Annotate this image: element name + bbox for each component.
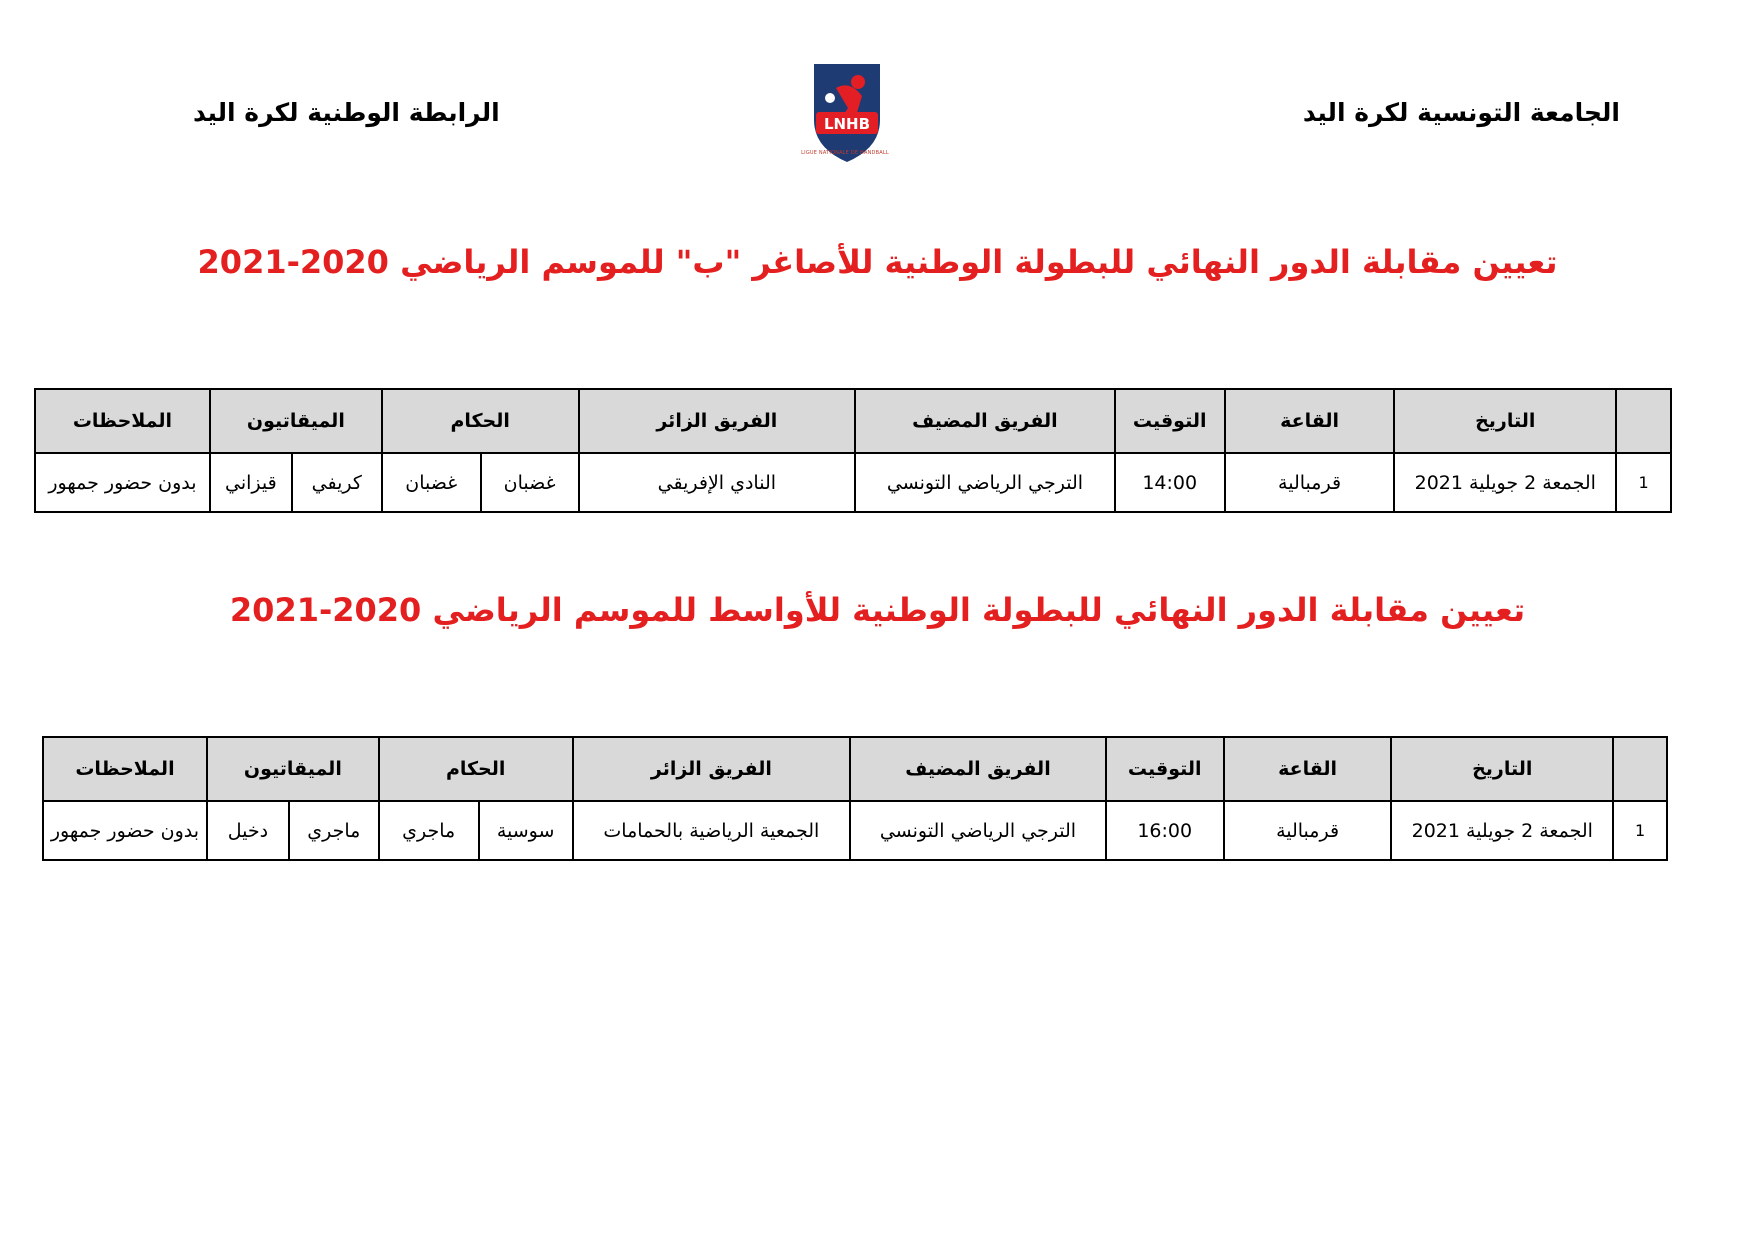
section-title-cadets: تعيين مقابلة الدور النهائي للبطولة الوطنية للأصاغر "ب" للموسم الرياضي 2020-2021 [197,243,1558,281]
header-date: التاريخ [1394,389,1616,453]
match-referee-1: سوسية [479,801,573,860]
header-home: الفريق المضيف [855,389,1115,453]
federation-name: الجامعة التونسية لكرة اليد [1302,98,1620,127]
table-row [35,453,1671,512]
header-number [1613,737,1667,801]
match-away: النادي الإفريقي [579,453,856,512]
match-notes: بدون حضور جمهور [35,453,210,512]
header-referees: الحكام [382,389,579,453]
header-number [1616,389,1671,453]
header-hall: القاعة [1225,389,1395,453]
match-notes: بدون حضور جمهور [43,801,207,860]
header-hall: القاعة [1224,737,1392,801]
header-timekeepers: الميقاتيون [207,737,379,801]
header-notes: الملاحظات [43,737,207,801]
table-header-row [35,389,1671,453]
table-row [43,801,1667,860]
header-home: الفريق المضيف [850,737,1106,801]
match-home: الترجي الرياضي التونسي [855,453,1115,512]
match-hall: قرمبالية [1224,801,1392,860]
match-referee-1: غضبان [481,453,579,512]
schedule-table-juniors [42,736,1668,861]
schedule-table-cadets [34,388,1672,513]
header-notes: الملاحظات [35,389,210,453]
match-number: 1 [1613,801,1667,860]
match-referee-2: غضبان [382,453,481,512]
match-number: 1 [1616,453,1671,512]
match-home: الترجي الرياضي التونسي [850,801,1106,860]
section-title-juniors: تعيين مقابلة الدور النهائي للبطولة الوطنية للأواسط للموسم الرياضي 2020-2021 [229,591,1526,629]
match-date: الجمعة 2 جويلية 2021 [1394,453,1616,512]
header-time: التوقيت [1115,389,1225,453]
match-hall: قرمبالية [1225,453,1395,512]
logo-text: LNHB [823,115,871,133]
header-timekeepers: الميقاتيون [210,389,382,453]
header-referees: الحكام [379,737,573,801]
league-name: الرابطة الوطنية لكرة اليد [193,98,500,127]
match-time: 16:00 [1106,801,1224,860]
match-timekeeper-2: قيزاني [210,453,292,512]
table-header-row [43,737,1667,801]
match-timekeeper-1: ماجري [289,801,379,860]
header-date: التاريخ [1391,737,1613,801]
header-time: التوقيت [1106,737,1224,801]
match-away: الجمعية الرياضية بالحمامات [573,801,851,860]
match-time: 14:00 [1115,453,1225,512]
logo-caption: LIGUE NATIONALE DE HANDBALL [801,150,889,156]
match-referee-2: ماجري [379,801,479,860]
match-timekeeper-2: دخيل [207,801,289,860]
match-timekeeper-1: كريفي [292,453,382,512]
header-away: الفريق الزائر [579,389,856,453]
header-away: الفريق الزائر [573,737,851,801]
match-date: الجمعة 2 جويلية 2021 [1391,801,1613,860]
